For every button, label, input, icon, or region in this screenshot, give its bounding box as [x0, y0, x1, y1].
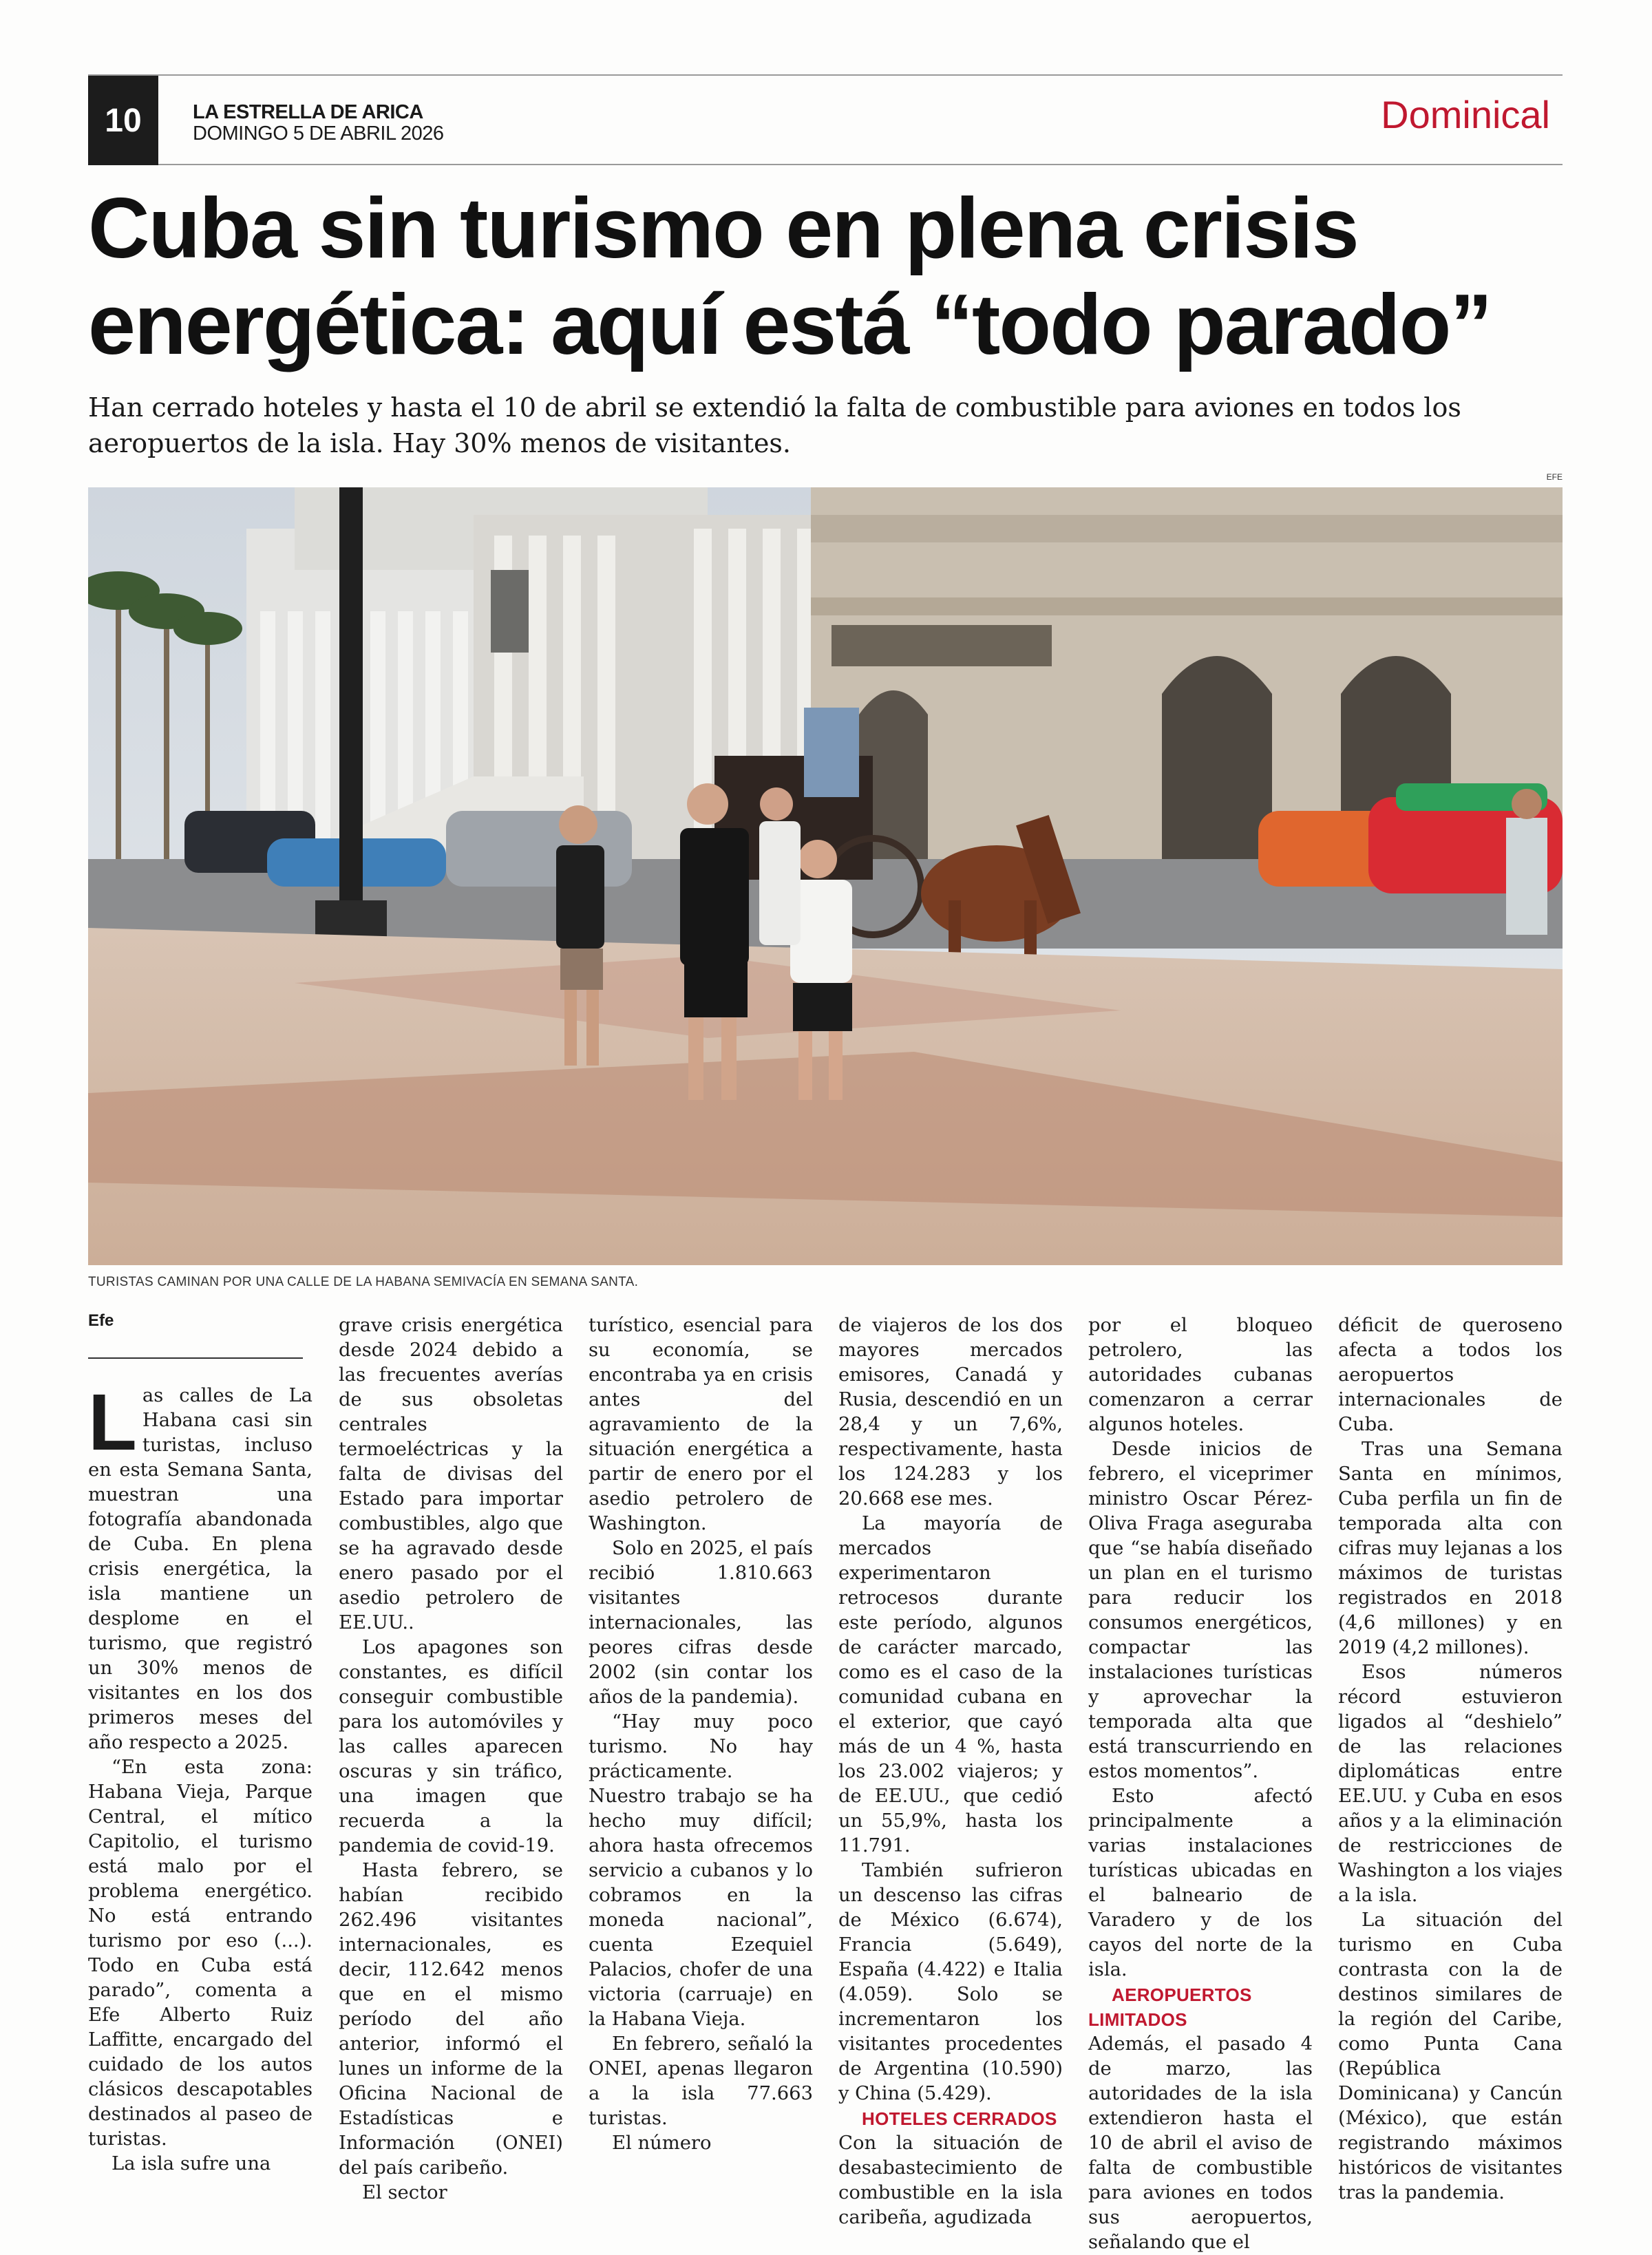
article-paragraph: Desde inicios de febrero, el viceprimer ministro Oscar Pérez-Oliva Fraga aseguraba que “se había diseñado un plan en el turismo para reducir los consumos energéticos, compactar las instalaciones turísticas y aprovechar la temporada alta que está transcurriendo en estos momentos”. — [1088, 1439, 1313, 1782]
subheading-hoteles: HOTELES CERRADOS — [862, 2108, 1057, 2129]
article-column-1 — [88, 1377, 313, 2177]
article-paragraph: Esto afectó principalmente a varias instalaciones turísticas ubicadas en el balneario de Varadero y de los cayos del norte de la isla. — [1088, 1786, 1313, 1980]
header-rule — [158, 164, 1563, 165]
headline-line-1: Cuba sin turismo en plena crisis — [88, 181, 1358, 276]
article-paragraph: La situación del turismo en Cuba contrasta con la de destinos similares de la región del Caribe, como Punta Cana (República Dominicana) y Cancún (México), que están registrando máximos históricos de visitantes tras la pandemia. — [1338, 1909, 1563, 2203]
article-column-3 — [589, 1313, 813, 2156]
drop-cap: L — [88, 1377, 137, 1467]
article-paragraph: turístico, esencial para su economía, se encontraba ya en crisis antes del agravamiento de la situación energética a partir de enero por el asedio petrolero de Washington. — [589, 1315, 813, 1534]
article-paragraph: Además, el pasado 4 de marzo, las autoridades de la isla extendieron hasta el 10 de abril el aviso de falta de combustible para aviones en todos sus aeropuertos, señalando que el — [1088, 2033, 1313, 2253]
photo-caption: TURISTAS CAMINAN POR UNA CALLE DE LA HABANA SEMIVACÍA EN SEMANA SANTA. — [88, 1275, 639, 1289]
article-paragraph: Los apagones son constantes, es difícil conseguir combustible para los automóviles y las calles aparecen oscuras y sin tráfico, una imagen que recuerda a la pandemia de covid-19. — [339, 1637, 563, 1856]
article-paragraph: El número — [612, 2132, 712, 2154]
article-paragraph: grave crisis energética desde 2024 debido a las frecuentes averías de sus obsoletas centrales termoeléctricas y la falta de divisas del Estado para importar combustibles, algo que se ha agravado desde enero pasado por el asedio petrolero de EE.UU.. — [339, 1315, 563, 1633]
article-paragraph: “Hay muy poco turismo. No hay prácticamente. Nuestro trabajo se ha hecho muy difícil; ahora hasta ofrecemos servicio a cubanos y lo cobramos en la moneda nacional”, cuenta Ezequiel Palacios, chofer de una victoria (carruaje) en la Habana Vieja. — [589, 1711, 813, 2030]
deck-subtitle: Han cerrado hoteles y hasta el 10 de abril se extendió la falta de combustible para aviones en todos los aeropuertos de la isla. Hay 30% menos de visitantes. — [88, 392, 1461, 458]
headline — [88, 180, 1568, 373]
page-number: 10 — [88, 76, 158, 165]
photo-credit: EFE — [1546, 472, 1563, 482]
article-photo — [88, 487, 1563, 1265]
article-paragraph: Esos números récord estuvieron ligados al “deshielo” de las relaciones diplomáticas entre EE.UU. y Cuba en esos años y a la eliminación de restricciones de Washington a los viajes a la isla. — [1338, 1662, 1563, 1906]
article-paragraph: de viajeros de los dos mayores mercados emisores, Canadá y Rusia, descendió en un 28,4 y un 7,6%, respectivamente, hasta los 124.283 y los 20.668 ese mes. — [838, 1315, 1063, 1510]
article-paragraph: Tras una Semana Santa en mínimos, Cuba perfila un fin de temporada alta con cifras muy lejanas a los máximos de turistas registrados en 2018 (4,6 millones) y en 2019 (4,2 millones). — [1338, 1439, 1563, 1658]
headline-line-2: energética: aquí está “todo parado” — [88, 277, 1492, 372]
article-paragraph: La mayoría de mercados experimentaron retrocesos durante este período, algunos de carácter marcado, como es el caso de la comunidad cubana en el exterior, que cayó más de un 4 %, hasta los 23.002 viajeros; y de EE.UU., que cedió un 55,9%, hasta los 11.791. — [838, 1513, 1063, 1856]
section-label: Dominical — [1381, 93, 1550, 136]
article-paragraph: por el bloqueo petrolero, las autoridades cubanas comenzaron a cerrar algunos hoteles. — [1088, 1315, 1313, 1435]
article-column-2 — [339, 1313, 563, 2205]
article-paragraph: “En esta zona: Habana Vieja, Parque Central, el mítico Capitolio, el turismo está malo por el problema energético. No está entrando turismo por eso (...). Todo en Cuba está parado”, comenta a Efe Alberto Ruiz Laffitte, encargado del cuidado de los autos clásicos descapotables destinados al paseo de turistas. — [88, 1757, 313, 2150]
article-paragraph: El sector — [362, 2182, 447, 2203]
article-column-5 — [1088, 1313, 1313, 2255]
publication-date: DOMINGO 5 DE ABRIL 2026 — [193, 123, 444, 145]
article-column-4 — [838, 1313, 1063, 2230]
article-column-6 — [1338, 1313, 1563, 2205]
article-paragraph: Con la situación de desabastecimiento de combustible en la isla caribeña, agudizada — [838, 2132, 1063, 2228]
masthead — [193, 102, 444, 145]
article-paragraph: déficit de queroseno afecta a todos los aeropuertos internacionales de Cuba. — [1338, 1315, 1563, 1435]
subheading-aeropuertos: AEROPUERTOS LIMITADOS — [1088, 1984, 1252, 2030]
article-paragraph: La isla sufre una — [112, 2153, 271, 2174]
article-paragraph: En febrero, señaló la ONEI, apenas llegaron a la isla 77.663 turistas. — [589, 2033, 813, 2129]
article-paragraph: Hasta febrero, se habían recibido 262.496 visitantes internacionales, es decir, 112.642 menos que en el mismo período del año anterior, informó el lunes un informe de la Oficina Nacional de Estadísticas e Información (ONEI) del país caribeño. — [339, 1860, 563, 2179]
article-paragraph: También sufrieron un descenso las cifras de México (6.674), Francia (5.649), España (4.422) e Italia (4.059). Solo se incrementaron los visitantes procedentes de Argentina (10.590) y China (5.429). — [838, 1860, 1063, 2104]
top-rule — [88, 74, 1563, 76]
byline: Efe — [88, 1311, 114, 1330]
article-paragraph: Solo en 2025, el país recibió 1.810.663 visitantes internacionales, las peores cifras desde 2002 (sin contar los años de la pandemia). — [589, 1538, 813, 1708]
publication-name: LA ESTRELLA DE ARICA — [193, 101, 423, 123]
byline-rule — [88, 1357, 303, 1359]
article-paragraph: Las calles de La Habana casi sin turistas, incluso en esta Semana Santa, muestran una fotografía abandonada de Cuba. En plena crisis energética, la isla mantiene un desplome en el turismo, que registró un 30% menos de visitantes en los dos primeros meses del año respecto a 2025. — [88, 1377, 313, 1753]
